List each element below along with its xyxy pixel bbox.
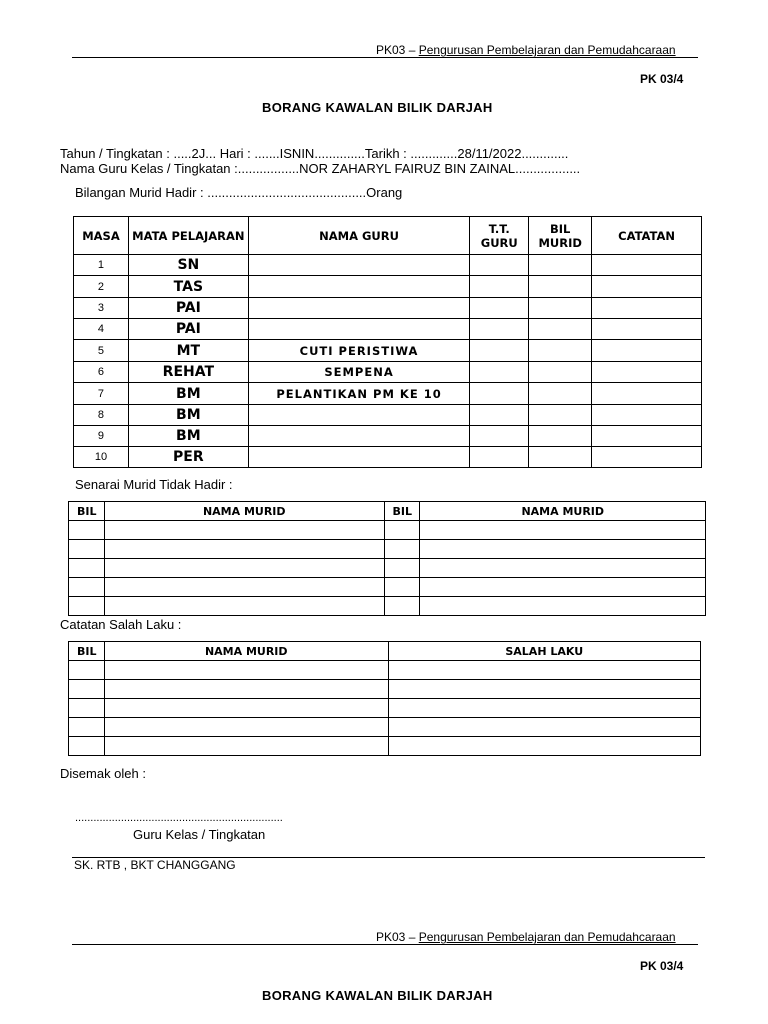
masa-cell: 1 [74, 255, 129, 276]
page-title-page2: BORANG KAWALAN BILIK DARJAH [262, 988, 493, 1003]
bil-cell [69, 737, 105, 756]
teacher-cell [248, 298, 470, 319]
subject-cell: REHAT [128, 362, 248, 383]
name-cell [420, 578, 706, 597]
bil-cell [384, 559, 420, 578]
teacher-cell [248, 276, 470, 298]
masa-cell: 7 [74, 383, 129, 405]
col-tt-guru-line1: T.T. [488, 221, 510, 236]
subject-cell: MT [128, 340, 248, 362]
col-tt-guru-line2: GURU [480, 235, 518, 250]
name-cell [420, 540, 706, 559]
col-bil: BIL [69, 502, 105, 521]
table-row [74, 362, 702, 383]
tt-guru-cell [470, 362, 529, 383]
tt-guru-cell [470, 340, 529, 362]
table-row [69, 661, 701, 680]
catatan-cell [592, 298, 702, 319]
subject-cell: TAS [128, 276, 248, 298]
misconduct-table [68, 641, 701, 756]
name-cell [104, 718, 388, 737]
class-teacher-line: Nama Guru Kelas / Tingkatan :.................NOR ZAHARYL FAIRUZ BIN ZAINAL.................. [60, 161, 581, 176]
catatan-cell [592, 340, 702, 362]
bil-cell [384, 597, 420, 616]
col-nama-guru: NAMA GURU [248, 217, 470, 255]
masa-cell: 3 [74, 298, 129, 319]
table-row [74, 276, 702, 298]
name-cell [104, 540, 384, 559]
masa-cell: 4 [74, 319, 129, 340]
bil-cell [69, 559, 105, 578]
name-cell [104, 521, 384, 540]
form-code: PK03 [376, 43, 406, 57]
tt-guru-cell [470, 447, 529, 468]
teacher-cell [248, 319, 470, 340]
subject-cell: PER [128, 447, 248, 468]
subject-cell: SN [128, 255, 248, 276]
bil-murid-cell [529, 298, 592, 319]
teacher-cell [248, 405, 470, 426]
catatan-cell [592, 276, 702, 298]
bil-cell [384, 521, 420, 540]
misconduct-cell [388, 661, 700, 680]
name-cell [104, 559, 384, 578]
teacher-cell [248, 426, 470, 447]
school-name: SK. RTB , BKT CHANGGANG [74, 858, 236, 872]
masa-cell: 9 [74, 426, 129, 447]
col-catatan: CATATAN [592, 217, 702, 255]
absent-students-table [68, 501, 706, 616]
table-row [74, 255, 702, 276]
teacher-cell: PELANTIKAN PM KE 10 [248, 383, 470, 405]
name-cell [104, 737, 388, 756]
col-nama-murid: NAMA MURID [104, 502, 384, 521]
catatan-cell [592, 362, 702, 383]
bil-cell [384, 578, 420, 597]
masa-cell: 5 [74, 340, 129, 362]
table-row [74, 405, 702, 426]
masa-cell: 6 [74, 362, 129, 383]
table-row [74, 383, 702, 405]
tt-guru-cell [470, 383, 529, 405]
page-title: BORANG KAWALAN BILIK DARJAH [262, 100, 493, 115]
form-name: Pengurusan Pembelajaran dan Pemudahcaraan [418, 930, 676, 944]
bil-murid-cell [529, 276, 592, 298]
teacher-cell: SEMPENA [248, 362, 470, 383]
col-tt-guru [470, 217, 529, 255]
table-row [74, 426, 702, 447]
misconduct-label: Catatan Salah Laku : [60, 617, 182, 632]
masa-cell: 10 [74, 447, 129, 468]
masa-cell: 8 [74, 405, 129, 426]
col-bil-murid [529, 217, 592, 255]
col-bil-murid-line1: BIL [549, 221, 571, 236]
name-cell [420, 559, 706, 578]
bil-cell [69, 597, 105, 616]
col-bil: BIL [69, 642, 105, 661]
catatan-cell [592, 319, 702, 340]
table-row [69, 559, 706, 578]
table-row [74, 319, 702, 340]
name-cell [104, 699, 388, 718]
form-header-page2 [376, 930, 676, 944]
attendance-line: Bilangan Murid Hadir : ............................................Orang [75, 185, 403, 200]
tt-guru-cell [470, 426, 529, 447]
bil-cell [69, 540, 105, 559]
col-salah-laku: SALAH LAKU [388, 642, 700, 661]
bil-murid-cell [529, 383, 592, 405]
subject-cell: BM [128, 405, 248, 426]
subject-cell: PAI [128, 298, 248, 319]
tt-guru-cell [470, 255, 529, 276]
form-header [376, 43, 676, 57]
col-nama-murid: NAMA MURID [420, 502, 706, 521]
table-row [74, 340, 702, 362]
table-row [69, 540, 706, 559]
form-name: Pengurusan Pembelajaran dan Pemudahcaraan [418, 43, 676, 57]
form-dash: – [408, 43, 416, 57]
table-row [69, 699, 701, 718]
col-bil-murid-line2: MURID [538, 235, 582, 250]
table-row [69, 680, 701, 699]
bil-cell [69, 521, 105, 540]
table-row [69, 578, 706, 597]
reviewed-by-label: Disemak oleh : [60, 766, 146, 781]
misconduct-cell [388, 680, 700, 699]
catatan-cell [592, 383, 702, 405]
table-row [69, 597, 706, 616]
signature-line: .................................................................... [75, 812, 283, 824]
catatan-cell [592, 426, 702, 447]
col-mata-pelajaran: MATA PELAJARAN [128, 217, 248, 255]
form-dash: – [408, 930, 416, 944]
subject-cell: BM [128, 426, 248, 447]
signature-role: Guru Kelas / Tingkatan [133, 827, 266, 842]
table-row [69, 718, 701, 737]
form-reference-page2: PK 03/4 [640, 959, 684, 973]
bil-murid-cell [529, 340, 592, 362]
tt-guru-cell [470, 298, 529, 319]
absent-list-label: Senarai Murid Tidak Hadir : [75, 477, 233, 492]
subject-cell: BM [128, 383, 248, 405]
header-rule-page2 [72, 944, 698, 945]
bil-cell [69, 718, 105, 737]
schedule-table [73, 216, 702, 468]
col-nama-murid: NAMA MURID [104, 642, 388, 661]
bil-murid-cell [529, 255, 592, 276]
misconduct-cell [388, 699, 700, 718]
teacher-cell [248, 255, 470, 276]
bil-cell [384, 540, 420, 559]
bil-cell [69, 680, 105, 699]
catatan-cell [592, 447, 702, 468]
bil-murid-cell [529, 319, 592, 340]
bil-cell [69, 661, 105, 680]
bil-murid-cell [529, 447, 592, 468]
name-cell [420, 597, 706, 616]
catatan-cell [592, 405, 702, 426]
bil-murid-cell [529, 362, 592, 383]
col-bil: BIL [384, 502, 420, 521]
name-cell [104, 578, 384, 597]
table-row [74, 447, 702, 468]
bil-cell [69, 578, 105, 597]
name-cell [104, 661, 388, 680]
teacher-cell: CUTI PERISTIWA [248, 340, 470, 362]
tt-guru-cell [470, 319, 529, 340]
table-row [69, 521, 706, 540]
bil-murid-cell [529, 426, 592, 447]
bil-cell [69, 699, 105, 718]
catatan-cell [592, 255, 702, 276]
subject-cell: PAI [128, 319, 248, 340]
name-cell [420, 521, 706, 540]
table-row [74, 298, 702, 319]
tt-guru-cell [470, 276, 529, 298]
class-day-date-line: Tahun / Tingkatan : .....2J... Hari : .......ISNIN..............Tarikh : .............28/11/2022............. [60, 146, 569, 161]
table-row [69, 737, 701, 756]
form-code: PK03 [376, 930, 406, 944]
bil-murid-cell [529, 405, 592, 426]
col-masa: MASA [74, 217, 129, 255]
masa-cell: 2 [74, 276, 129, 298]
misconduct-cell [388, 718, 700, 737]
name-cell [104, 680, 388, 699]
name-cell [104, 597, 384, 616]
misconduct-cell [388, 737, 700, 756]
teacher-cell [248, 447, 470, 468]
header-rule [72, 57, 698, 58]
form-reference: PK 03/4 [640, 72, 684, 86]
tt-guru-cell [470, 405, 529, 426]
